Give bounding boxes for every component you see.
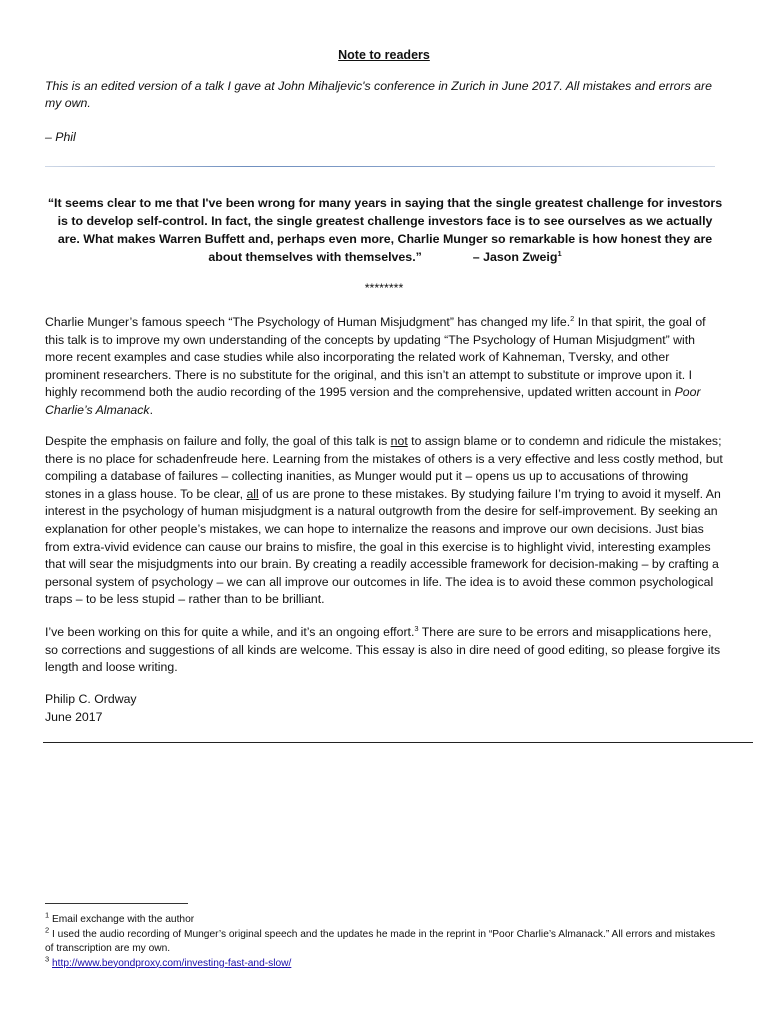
footnote-link[interactable]: http://www.beyondproxy.com/investing-fast-and-slow/: [52, 957, 292, 969]
footnote-2: [45, 925, 725, 957]
epigraph-quote: [45, 194, 725, 266]
footnote-1: [45, 910, 725, 928]
end-rule: [43, 742, 753, 743]
paragraph-3-text-b: There are sure to be errors and misapplications here, so corrections and suggestions of all kinds are welcome. This essay is also in dire need of good editing, so please forgive its length and loose writing.: [45, 625, 721, 675]
paragraph-1: [45, 314, 725, 420]
quote-text: “It seems clear to me that I've been wrong for many years in saying that the single greatest challenge for investors is to develop self-control. In fact, the single greatest challenge investors face is to see ourselves as we actually are. What makes Warren Buffett and, perhaps even more, Charlie Munger so remarkable is how honest they are about themselves with themselves.”: [47, 196, 723, 264]
paragraph-2-text-b: to assign blame or to condemn and ridicule the mistakes; there is no place for schadenfreude here. Learning from the mistakes of others is a very effective and less costly method, but compiling a database of failures – collecting inanities, as Munger would put it – opens us up to accusations of throwing stones in a glass house. To be clear,: [45, 434, 723, 501]
emphasis-not: not: [390, 434, 408, 448]
note-title: Note to readers: [338, 48, 430, 62]
note-signature: – Phil: [45, 130, 76, 144]
footnote-separator: [45, 903, 188, 904]
footnote-number: 3: [45, 954, 50, 964]
paragraph-3-text-a: I’ve been working on this for quite a while, and it’s an ongoing effort.: [45, 625, 415, 639]
footnote-number: 1: [45, 910, 50, 920]
paragraph-2: [45, 433, 725, 609]
note-text: This is an edited version of a talk I gave at John Mihaljevic's conference in Zurich in June 2017. All mistakes and errors are my own.: [45, 79, 712, 110]
footnote-ref-3: 3: [414, 623, 419, 633]
paragraph-1-end: .: [149, 402, 153, 417]
section-divider: [45, 166, 715, 167]
footnote-text: Email exchange with the author: [49, 914, 195, 925]
paragraph-1-text-b: In that spirit, the goal of this talk is to improve my own understanding of the concepts by updating “The Psychology of Human Misjudgment” with more recent examples and case studies while also incorporating the related work of Kahneman, Tversky, and other prominent researchers. There is no substitute for the original, and this isn’t an attempt to substitute or improve upon it. I highly recommend both the audio recording of the 1995 version and the comprehensive, updated written account in: [45, 315, 706, 400]
footnote-3: [45, 954, 725, 972]
footnotes: [45, 910, 725, 971]
paragraph-1-text-a: Charlie Munger’s famous speech “The Psychology of Human Misjudgment” has changed my life.: [45, 315, 571, 329]
footnote-number: 2: [45, 925, 50, 935]
author-name: Philip C. Ordway: [45, 692, 137, 706]
footnote-text: I used the audio recording of Munger’s original speech and the updates he made in the reprint in “Poor Charlie’s Almanack.” All errors and mistakes of transcription are my own.: [45, 928, 716, 954]
footnote-ref-2: 2: [570, 313, 575, 323]
paragraph-2-text-a: Despite the emphasis on failure and folly, the goal of this talk is: [45, 434, 391, 448]
separator: ********: [364, 281, 404, 295]
signoff: [45, 690, 137, 726]
paragraph-2-text-c: of us are prone to these mistakes. By studying failure I’m trying to avoid it myself. An interest in the psychology of human misjudgment is a natural outgrowth from the desire for self-improvement. By seeking an explanation for other people’s mistakes, we can hope to internalize the reasons and improve our own decisions. Just bias from extra-vivid evidence can cause our brains to misfire, the goal in this exercise is to highlight vivid, interesting examples that will sear the misjudgments into our brain. By creating a readily accessible framework for decision-making – by crafting a personal system of psychology – we can all improve our outcomes in life. The idea is to avoid these common psychological traps – to be less stupid – rather than to be brilliant.: [45, 486, 721, 607]
emphasis-all: all: [246, 486, 259, 501]
paragraph-3: [45, 624, 725, 677]
footnote-ref-1: 1: [557, 248, 562, 258]
book-title: Poor Charlie’s Almanack: [45, 385, 701, 417]
quote-attribution: – Jason Zweig: [472, 250, 558, 264]
signoff-date: June 2017: [45, 710, 103, 724]
